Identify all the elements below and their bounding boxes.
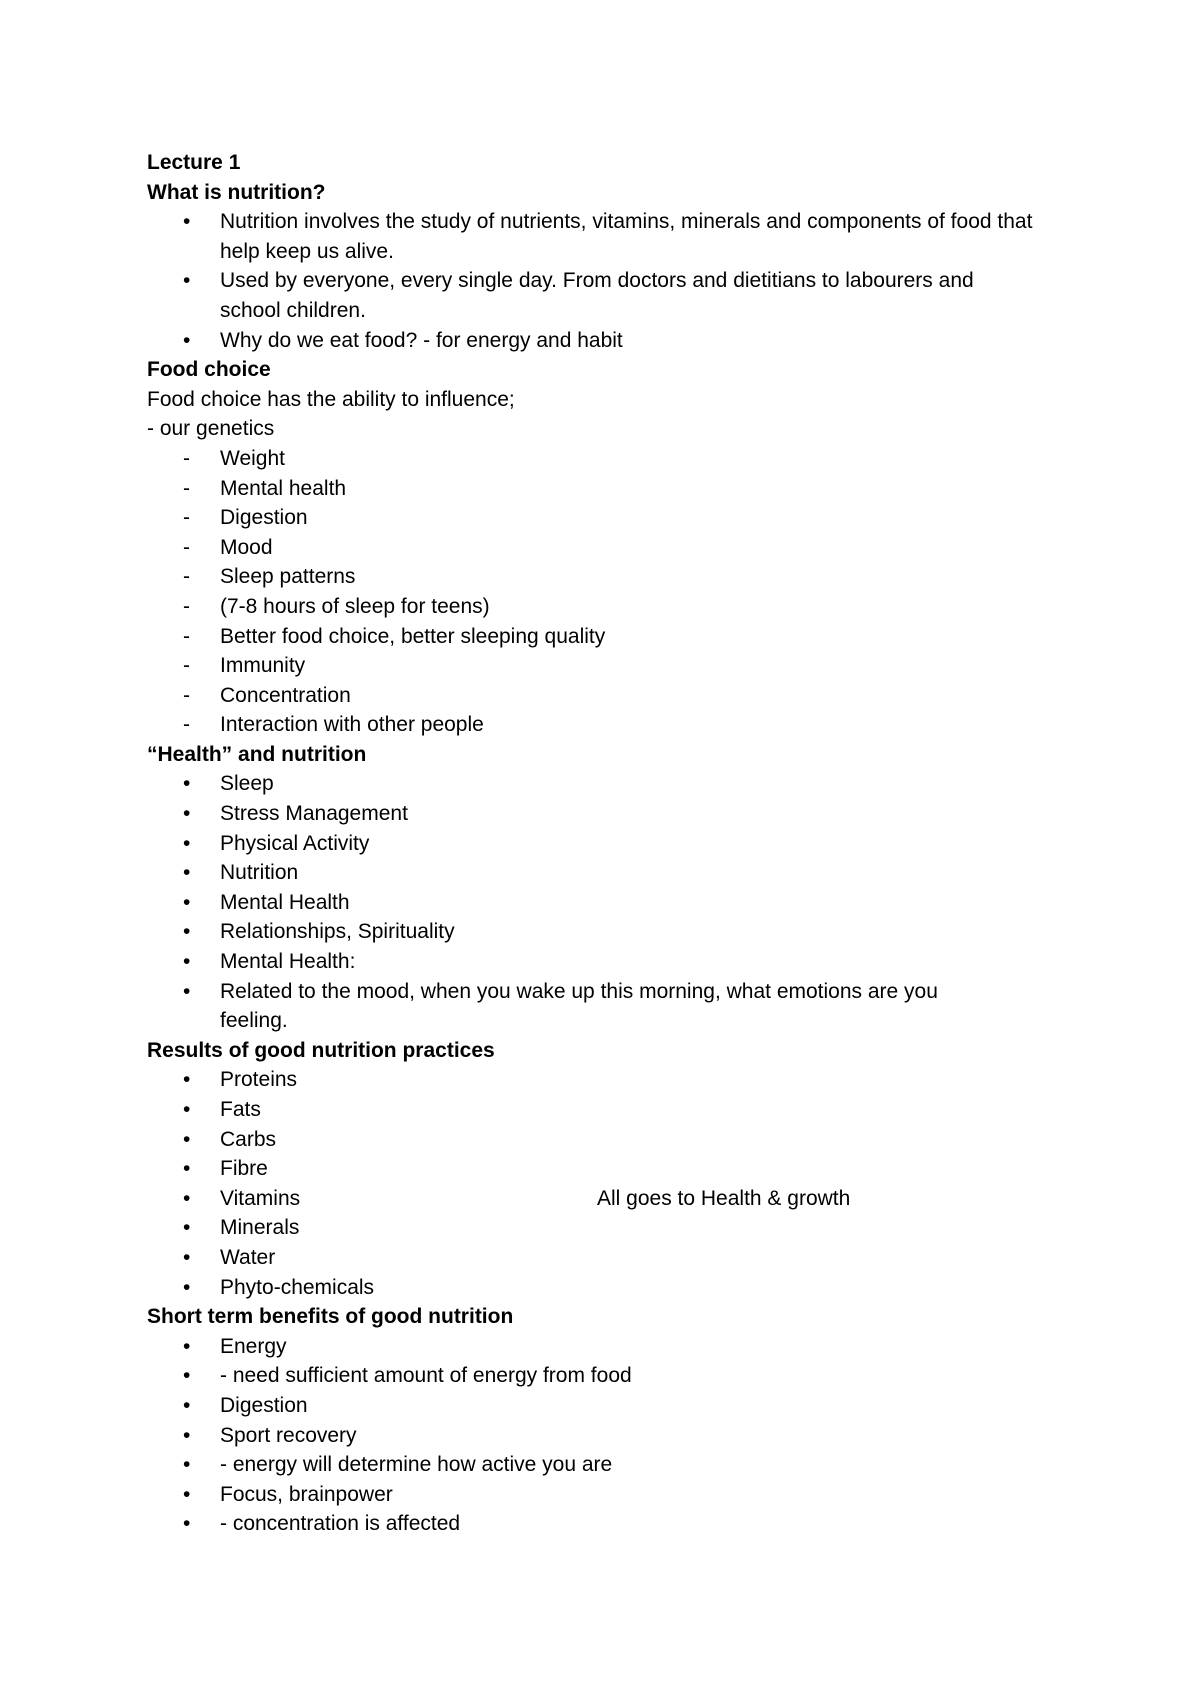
list-item-text: Proteins (220, 1068, 298, 1092)
list-item (147, 917, 1067, 947)
list-item (147, 1450, 1067, 1480)
list-item (147, 592, 1067, 622)
list-item-text: Sleep patterns (220, 565, 356, 589)
list-item-text: Sport recovery (220, 1423, 357, 1447)
list-item-text: Mental Health (220, 890, 350, 914)
bullet-marker: • (183, 1275, 191, 1299)
food-choice-list (147, 444, 1067, 740)
list-item-text: (7-8 hours of sleep for teens) (220, 594, 490, 618)
bullet-marker: • (183, 1453, 191, 1477)
list-item (147, 326, 1067, 356)
list-item-text: Water (220, 1245, 276, 1269)
list-item-text: Vitamins (220, 1186, 301, 1210)
list-item (147, 533, 1067, 563)
list-item (147, 1361, 1067, 1391)
list-item-text: Nutrition involves the study of nutrients, vitamins, minerals and components of food that help keep us alive. (220, 210, 1033, 263)
list-item (147, 1125, 1067, 1155)
dash-marker: - (183, 683, 190, 707)
dash-marker: - (183, 594, 190, 618)
list-item-text: Mental Health: (220, 950, 356, 974)
list-item (147, 207, 1067, 266)
bullet-marker: • (183, 1334, 191, 1358)
food-choice-intro: Food choice has the ability to influence; (147, 387, 515, 411)
list-item-text: - concentration is affected (220, 1512, 461, 1536)
list-item-text: - energy will determine how active you are (220, 1453, 613, 1477)
bullet-marker: • (183, 950, 191, 974)
list-item (147, 1154, 1067, 1184)
list-item (147, 1213, 1067, 1243)
dash-marker: - (183, 506, 190, 530)
list-item (147, 266, 1067, 325)
bullet-marker: • (183, 1186, 191, 1210)
list-item-text: Phyto-chemicals (220, 1275, 375, 1299)
bullet-marker: • (183, 1364, 191, 1388)
heading-what-is-nutrition: What is nutrition? (147, 180, 326, 204)
list-item (147, 622, 1067, 652)
dash-marker: - (183, 713, 190, 737)
list-item-text: Better food choice, better sleeping quality (220, 624, 606, 648)
bullet-marker: • (183, 979, 191, 1003)
list-item-text: - need sufficient amount of energy from food (220, 1364, 632, 1388)
list-item (147, 1332, 1067, 1362)
list-item-text: Fats (220, 1098, 261, 1121)
dash-marker: - (183, 565, 190, 589)
list-item (147, 1065, 1067, 1095)
list-item (147, 503, 1067, 533)
heading-results-of-good-nutrition: Results of good nutrition practices (147, 1038, 495, 1062)
list-item-text: Mental health (220, 476, 347, 500)
list-item-text: Immunity (220, 654, 306, 678)
bullet-marker: • (183, 1216, 191, 1240)
results-list (147, 1065, 1067, 1302)
bullet-marker: • (183, 861, 191, 885)
dash-marker: - (183, 535, 190, 559)
list-item-text: Concentration (220, 683, 351, 707)
list-item (147, 769, 1067, 799)
list-item-text: Focus, brainpower (220, 1482, 393, 1506)
bullet-marker: • (183, 1245, 191, 1269)
list-item-text: Why do we eat food? - for energy and habit (220, 328, 623, 352)
list-item-text: Digestion (220, 506, 308, 530)
bullet-marker: • (183, 269, 191, 293)
heading-food-choice: Food choice (147, 358, 271, 382)
list-item (147, 858, 1067, 888)
bullet-marker: • (183, 1393, 191, 1417)
health-and-nutrition-list (147, 769, 1067, 1035)
list-item (147, 888, 1067, 918)
bullet-marker: • (183, 772, 191, 796)
list-item-text: Fibre (220, 1157, 268, 1181)
list-item-text: Physical Activity (220, 831, 370, 855)
list-item (147, 947, 1067, 977)
list-item (147, 799, 1067, 829)
dash-marker: - (183, 446, 190, 470)
what-is-nutrition-list (147, 207, 1067, 355)
list-item (147, 1480, 1067, 1510)
list-item-text: Digestion (220, 1393, 308, 1417)
list-item-text: Mood (220, 535, 273, 559)
lecture-title: Lecture 1 (147, 151, 241, 174)
list-item (147, 977, 1067, 1036)
list-item-text: Weight (220, 446, 285, 470)
list-item-text: Interaction with other people (220, 713, 484, 737)
food-choice-subintro: - our genetics (147, 417, 275, 441)
bullet-marker: • (183, 1127, 191, 1151)
heading-health-and-nutrition: “Health” and nutrition (147, 742, 367, 766)
document-content (147, 148, 1067, 1539)
bullet-marker: • (183, 920, 191, 944)
bullet-marker: • (183, 802, 191, 826)
list-item (147, 1421, 1067, 1451)
list-item-text: Related to the mood, when you wake up this morning, what emotions are you feeling. (220, 979, 938, 1033)
bullet-marker: • (183, 1157, 191, 1181)
bullet-marker: • (183, 210, 191, 234)
dash-marker: - (183, 654, 190, 678)
dash-marker: - (183, 624, 190, 648)
list-item-text: Carbs (220, 1127, 277, 1151)
bullet-marker: • (183, 831, 191, 855)
list-item-text: Used by everyone, every single day. From doctors and dietitians to labourers and school children. (220, 269, 974, 322)
list-item (147, 829, 1067, 859)
bullet-marker: • (183, 328, 191, 352)
list-item (147, 1509, 1067, 1539)
list-item-text: Minerals (220, 1216, 300, 1240)
list-item-text: Stress Management (220, 802, 408, 826)
list-item (147, 710, 1067, 740)
short-term-benefits-list (147, 1332, 1067, 1539)
list-item (147, 562, 1067, 592)
list-item (147, 1273, 1067, 1303)
list-item-text: Relationships, Spirituality (220, 920, 455, 944)
list-item-text: Energy (220, 1334, 287, 1358)
list-item-text: Nutrition (220, 861, 299, 885)
bullet-marker: • (183, 1423, 191, 1447)
heading-short-term-benefits: Short term benefits of good nutrition (147, 1305, 514, 1329)
list-item (147, 1095, 1067, 1125)
list-item (147, 1391, 1067, 1421)
list-item (147, 651, 1067, 681)
dash-marker: - (183, 476, 190, 500)
bullet-marker: • (183, 1512, 191, 1536)
health-growth-note: All goes to Health & growth (597, 1186, 851, 1210)
list-item (147, 681, 1067, 711)
bullet-marker: • (183, 1482, 191, 1506)
list-item (147, 474, 1067, 504)
list-item (147, 1243, 1067, 1273)
bullet-marker: • (183, 1098, 191, 1121)
list-item (147, 444, 1067, 474)
list-item-text: Sleep (220, 772, 274, 796)
bullet-marker: • (183, 1068, 191, 1092)
bullet-marker: • (183, 890, 191, 914)
list-item (147, 1184, 1067, 1214)
